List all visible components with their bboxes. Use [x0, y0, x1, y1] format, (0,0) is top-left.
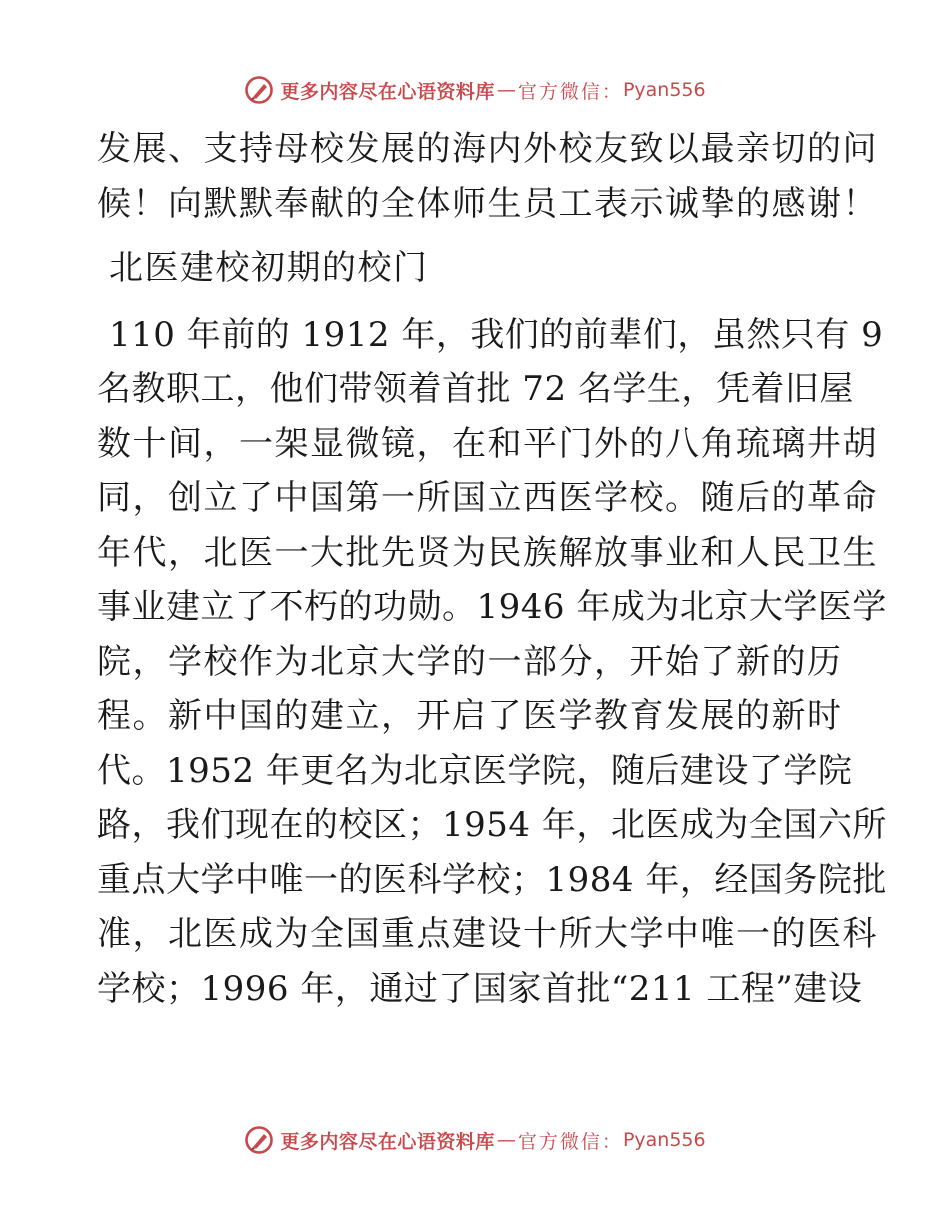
watermark-wechat-id: Pyan556 [622, 79, 706, 101]
watermark-wechat-label: 官方微信： [517, 80, 623, 103]
watermark-dash: — [496, 1129, 516, 1151]
pen-logo-icon [244, 1125, 274, 1155]
text-line: 110 年前的 1912 年，我们的前辈们，虽然只有 9 [109, 314, 884, 355]
pen-logo-icon [244, 75, 274, 105]
text-line: 程。新中国的建立，开启了医学教育发展的新时 [97, 696, 843, 736]
watermark-brand: 更多内容尽在心语资料库 [280, 1130, 495, 1153]
watermark-brand: 更多内容尽在心语资料库 [280, 80, 495, 103]
text-line: 名教职工，他们带领着首批 72 名学生，凭着旧屋 [97, 369, 854, 409]
image-caption: 北医建校初期的校门 [109, 248, 429, 288]
watermark-header [0, 70, 950, 110]
text-line: 年代，北医一大批先贤为民族解放事业和人民卫生 [97, 532, 878, 573]
watermark-wechat-label: 官方微信： [517, 1130, 623, 1153]
document-body [97, 122, 887, 1016]
text-line: 事业建立了不朽的功勋。1946 年成为北京大学医学 [97, 587, 887, 627]
text-line: 学校；1996 年，通过了国家首批“211 工程”建设 [97, 968, 863, 1009]
text-line: 院，学校作为北京大学的一部分，开始了新的历 [97, 641, 843, 682]
text-line: 准，北医成为全国重点建设十所大学中唯一的医科 [97, 914, 878, 954]
text-line: 同，创立了中国第一所国立西医学校。随后的革命 [97, 478, 878, 518]
watermark-dash: — [496, 79, 516, 101]
text-line: 候！向默默奉献的全体师生员工表示诚挚的感谢！ [97, 183, 878, 224]
text-line: 数十间，一架显微镜，在和平门外的八角琉璃井胡 [97, 423, 878, 464]
text-line: 代。1952 年更名为北京医学院，随后建设了学院 [97, 750, 853, 791]
text-line: 路，我们现在的校区；1954 年，北医成为全国六所 [97, 805, 887, 845]
text-line: 重点大学中唯一的医科学校；1984 年，经国务院批 [97, 859, 887, 900]
text-line: 发展、支持母校发展的海内外校友致以最亲切的问 [97, 129, 878, 169]
watermark-wechat-id: Pyan556 [622, 1129, 706, 1151]
watermark-footer [0, 1120, 950, 1160]
